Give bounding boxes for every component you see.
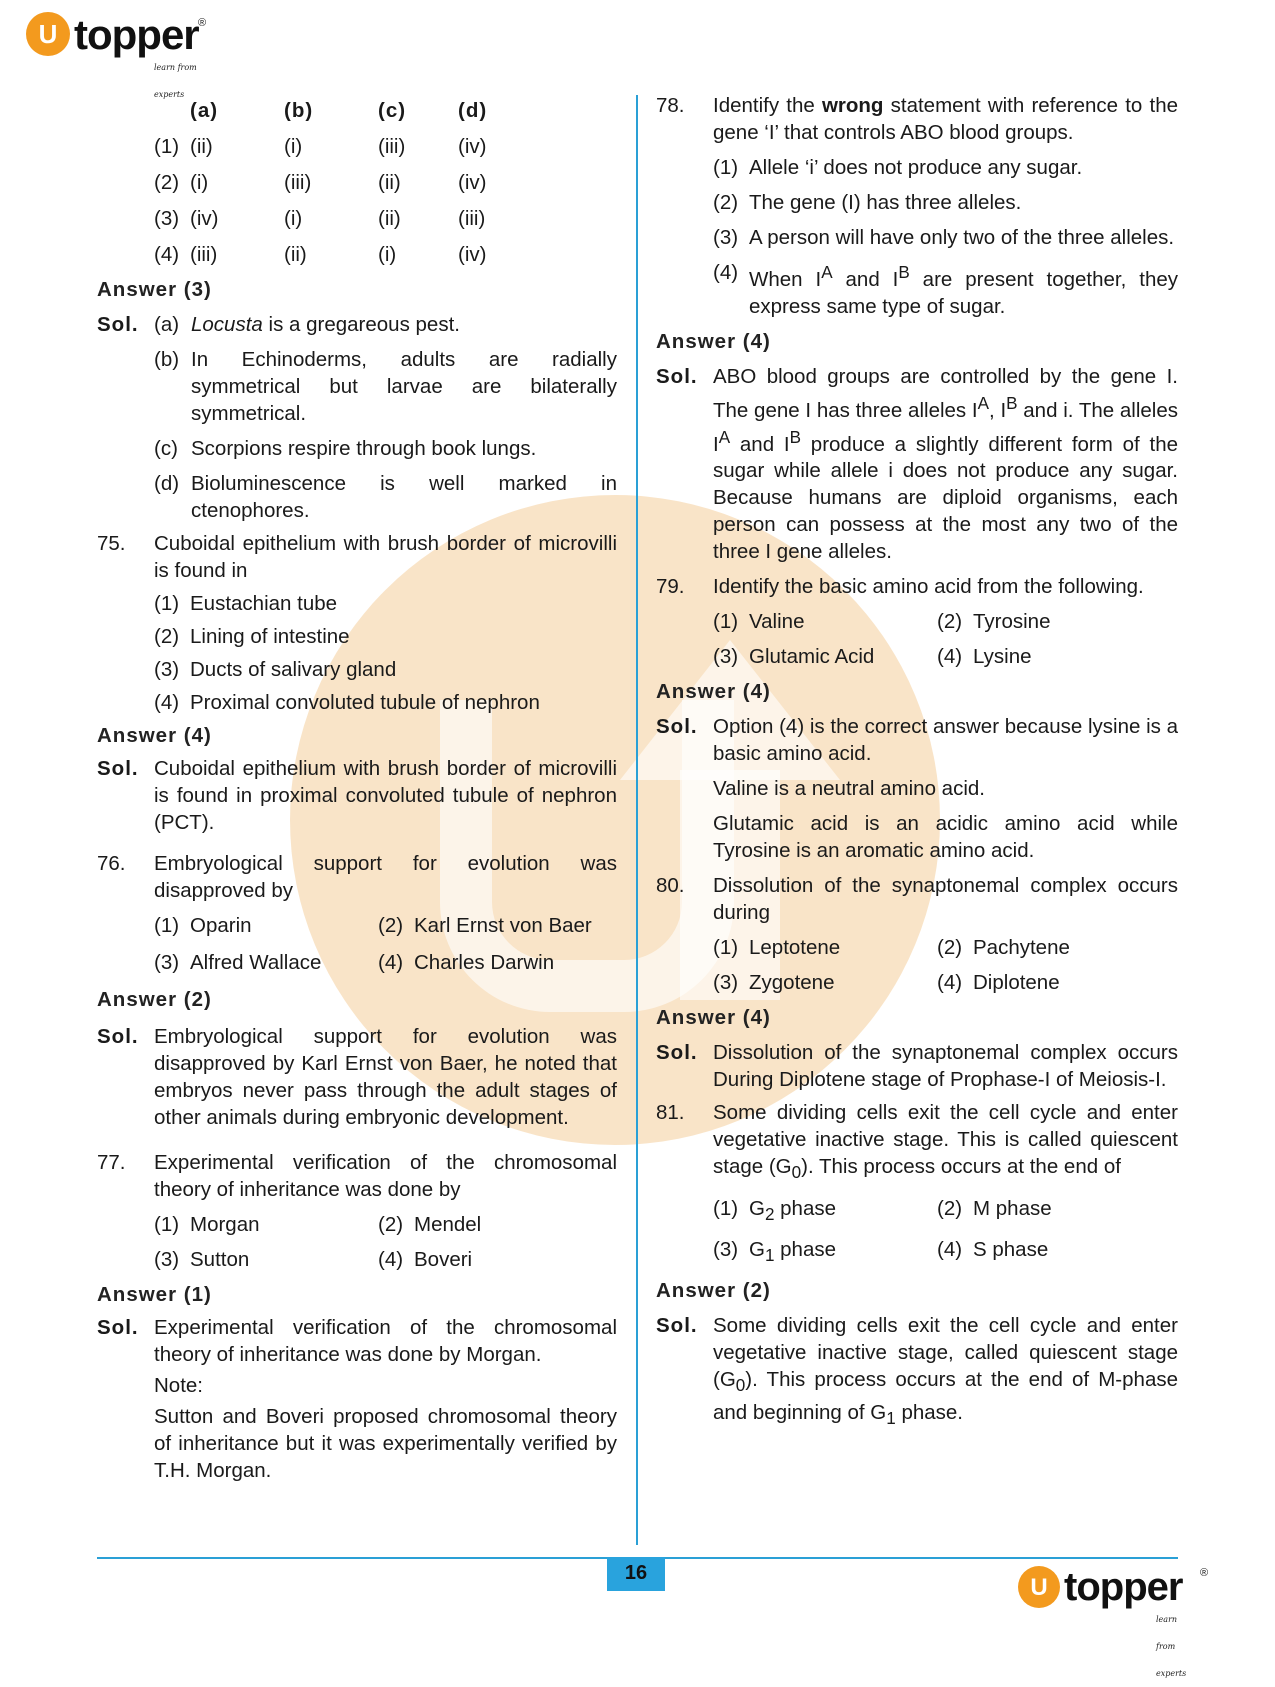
option-text: The gene (I) has three alleles. — [749, 191, 1022, 214]
option-label: (3) — [154, 658, 180, 681]
solution-text: Embryological support for evolution was disapproved by Karl Ernst von Baer, he noted that embryos never pass through the adult stages of other animals during embryonic development. — [154, 1025, 617, 1129]
sol-label: Sol. — [656, 715, 698, 739]
logo-tagline: learn from experts — [1156, 1615, 1187, 1678]
question-number: 79. — [656, 575, 685, 599]
option-label: (4) — [378, 1248, 404, 1271]
table-cell: (ii) — [378, 206, 401, 230]
match-table-header — [154, 92, 617, 128]
option-text: When $I^A$ and $I^B$ are present together, they express same type of sugar. — [749, 263, 1178, 318]
sol-label: Sol. — [656, 1313, 698, 1337]
sub-label: (b) — [154, 348, 180, 371]
table-cell: (iv) — [458, 242, 487, 266]
option-label: (3) — [154, 1248, 180, 1271]
solution-81 — [656, 1312, 1178, 1432]
solution-75 — [97, 755, 617, 836]
question-number: 77. — [97, 1151, 126, 1174]
logo-registered: ® — [198, 17, 207, 29]
table-cell: (iii) — [284, 170, 312, 194]
table-cell: (2) — [154, 170, 180, 194]
table-cell: (iii) — [458, 206, 486, 230]
table-header-cell: (d) — [458, 98, 488, 122]
table-cell: (iv) — [458, 170, 487, 194]
sol-label: Sol. — [97, 313, 139, 336]
table-cell: (i) — [378, 242, 397, 266]
options-row — [154, 1211, 617, 1238]
question-number: 78. — [656, 94, 685, 117]
table-cell: (iv) — [458, 134, 487, 158]
option-label: (1) — [713, 156, 739, 179]
option-text: Boveri — [414, 1248, 473, 1271]
option-label: (1) — [154, 914, 180, 937]
logo-u-icon: U — [1018, 1566, 1060, 1608]
question-number: 80. — [656, 874, 685, 898]
option-label: (4) — [154, 691, 180, 714]
option-label: (3) — [713, 226, 739, 249]
solution-79 — [656, 713, 1178, 864]
logo-registered: ® — [1200, 1567, 1209, 1579]
sol-label: Sol. — [97, 1025, 139, 1048]
sub-text: Scorpions respire through book lungs. — [191, 437, 537, 460]
option-text: Tyrosine — [973, 610, 1051, 634]
table-header-cell: (a) — [190, 98, 219, 122]
option-label: (2) — [713, 191, 739, 214]
answer-74: Answer (3) — [97, 278, 212, 301]
option-text: Proximal convoluted tubule of nephron — [190, 691, 540, 714]
option — [713, 224, 1178, 251]
sub-label: (d) — [154, 472, 180, 495]
question-text: Cuboidal epithelium with brush border of microvilli is found in — [154, 532, 617, 582]
option-label: (4) — [937, 971, 963, 995]
right-column — [656, 92, 1178, 1432]
table-header-cell: (c) — [378, 98, 407, 122]
emphasis: wrong — [821, 94, 884, 117]
option-text: $G_2$ phase — [749, 1196, 837, 1224]
option-text: Eustachian tube — [190, 592, 338, 615]
footer-logo — [1018, 1564, 1209, 1678]
option-text: Alfred Wallace — [190, 951, 322, 974]
note-text: Sutton and Boveri proposed chromosomal theory of inheritance but it was experimentally verified by T.H. Morgan. — [154, 1405, 617, 1482]
solution-77 — [97, 1314, 617, 1484]
table-cell: (ii) — [284, 242, 307, 266]
question-number: 76. — [97, 852, 126, 875]
option-text: Karl Ernst von Baer — [414, 914, 592, 937]
option-text: Ducts of salivary gland — [190, 658, 397, 681]
table-cell: (iii) — [378, 134, 406, 158]
question-79 — [656, 573, 1178, 600]
question-81 — [656, 1099, 1178, 1186]
sol-label: Sol. — [97, 1316, 139, 1339]
option — [713, 154, 1178, 181]
option-text: Valine — [749, 610, 805, 634]
solution-text: Dissolution of the synaptonemal complex occurs During Diplotene stage of Prophase-I of Meiosis-I. — [713, 1041, 1178, 1092]
option-label: (3) — [713, 1237, 739, 1261]
table-cell: (iv) — [190, 206, 219, 230]
solution-76 — [97, 1023, 617, 1131]
column-divider — [636, 95, 638, 1545]
option-label: (4) — [713, 261, 739, 284]
answer-78: Answer (4) — [656, 329, 771, 353]
options-row — [154, 912, 617, 939]
question-text: Some dividing cells exit the cell cycle and enter vegetative inactive stage. This is called quiescent stage $(G_0)$. This process occurs at the end of — [713, 1101, 1178, 1183]
question-number: 81. — [656, 1101, 685, 1125]
table-cell: (iii) — [190, 242, 218, 266]
header-logo — [26, 10, 207, 99]
table-row — [154, 128, 617, 164]
solution-74 — [97, 311, 617, 524]
sub-label: (a) — [154, 313, 180, 336]
table-cell: (ii) — [190, 134, 213, 158]
logo-u-icon: U — [26, 12, 70, 56]
option-text: Lining of intestine — [190, 625, 350, 648]
option-text: Diplotene — [973, 971, 1060, 995]
option-label: (2) — [378, 914, 404, 937]
options-row — [154, 1246, 617, 1273]
option — [713, 259, 1178, 320]
sub-text: Bioluminescence is well marked in ctenophores. — [191, 472, 617, 522]
option-text: Zygotene — [749, 971, 835, 995]
option-text: Glutamic Acid — [749, 645, 875, 669]
options-row — [713, 969, 1178, 996]
table-cell: (ii) — [378, 170, 401, 194]
solution-text: Experimental verification of the chromosomal theory of inheritance was done by Morgan. — [154, 1316, 617, 1366]
option — [154, 623, 617, 650]
option-label: (4) — [378, 951, 404, 974]
option-label: (2) — [937, 936, 963, 960]
sol-label: Sol. — [656, 1041, 698, 1065]
table-header-cell: (b) — [284, 98, 314, 122]
table-cell: (1) — [154, 134, 180, 158]
note-label: Note: — [154, 1374, 203, 1397]
answer-80: Answer (4) — [656, 1006, 771, 1030]
option-text: Leptotene — [749, 936, 841, 960]
option-text: S phase — [973, 1237, 1049, 1261]
question-75 — [97, 530, 617, 584]
match-table — [154, 92, 617, 272]
option-text: Morgan — [190, 1213, 260, 1236]
option-text: Pachytene — [973, 936, 1070, 960]
option-text: A person will have only two of the three alleles. — [749, 226, 1175, 249]
option — [713, 189, 1178, 216]
option-text: Mendel — [414, 1213, 482, 1236]
question-78 — [656, 92, 1178, 146]
option-label: (1) — [154, 1213, 180, 1236]
question-text: Experimental verification of the chromosomal theory of inheritance was done by — [154, 1151, 617, 1201]
option-text: M phase — [973, 1196, 1052, 1220]
sol-label: Sol. — [656, 364, 698, 388]
question-text: Identify the basic amino acid from the following. — [713, 575, 1144, 599]
option-label: (3) — [154, 951, 180, 974]
table-cell: (3) — [154, 206, 180, 230]
question-text: Identify the wrong statement with reference to the gene ‘I’ that controls ABO blood groups. — [713, 94, 1179, 144]
option-text: Allele ‘i’ does not produce any sugar. — [749, 156, 1083, 179]
question-77 — [97, 1149, 617, 1203]
sub-text: In Echinoderms, adults are radially symmetrical but larvae are bilaterally symmetrical. — [191, 348, 617, 425]
logo-tagline: learn from experts — [154, 63, 197, 99]
option-label: (2) — [378, 1213, 404, 1236]
table-cell: (i) — [284, 206, 303, 230]
answer-75: Answer (4) — [97, 724, 212, 747]
answer-81: Answer (2) — [656, 1278, 771, 1302]
table-row — [154, 200, 617, 236]
sub-text: is a gregareous pest. — [262, 313, 460, 336]
option-label: (4) — [937, 1237, 963, 1261]
option-text: Lysine — [973, 645, 1032, 669]
option-label: (1) — [713, 610, 739, 634]
question-number: 75. — [97, 532, 126, 555]
options-row — [713, 934, 1178, 961]
option-label: (2) — [154, 625, 180, 648]
table-cell: (i) — [284, 134, 303, 158]
answer-79: Answer (4) — [656, 680, 771, 704]
solution-text: ABO blood groups are controlled by the gene I. The gene I has three alleles $I^A$, $I^B$ and i. The alleles $I^A$ and $I^B$ produce a slightly different form of the sugar while allele i does not produce any sugar. Because humans are diploid organisms, each person can possess at the most any two of the three I gene alleles. — [713, 364, 1179, 564]
option-text: Sutton — [190, 1248, 250, 1271]
solution-78 — [656, 363, 1178, 566]
option-text: $G_1$ phase — [749, 1237, 837, 1265]
answer-76: Answer (2) — [97, 988, 212, 1011]
answer-77: Answer (1) — [97, 1283, 212, 1306]
page-number: 16 — [607, 1557, 665, 1591]
question-80 — [656, 872, 1178, 926]
table-row — [154, 236, 617, 272]
options-row — [154, 949, 617, 976]
options-row — [713, 1195, 1178, 1228]
option-label: (3) — [713, 645, 739, 669]
question-text: Dissolution of the synaptonemal complex occurs during — [713, 874, 1178, 925]
option-label: (1) — [713, 1196, 739, 1220]
italic-term: Locusta — [191, 313, 263, 336]
logo-wordmark: topper — [74, 10, 199, 58]
option-label: (3) — [713, 971, 739, 995]
option — [154, 656, 617, 683]
solution-text: Option (4) is the correct answer because lysine is a basic amino acid. — [713, 715, 1178, 766]
logo-wordmark: topper — [1064, 1564, 1183, 1609]
sol-label: Sol. — [97, 757, 139, 780]
table-cell: (i) — [190, 170, 209, 194]
solution-text: Some dividing cells exit the cell cycle and enter vegetative inactive stage, called quiescent stage $(G_0)$. This process occurs at the end of M-phase and beginning of $G_1$ phase. — [713, 1313, 1178, 1428]
solution-text: Glutamic acid is an acidic amino acid while Tyrosine is an aromatic amino acid. — [713, 812, 1178, 863]
solution-text: Cuboidal epithelium with brush border of microvilli is found in proximal convoluted tubule of nephron (PCT). — [154, 757, 617, 834]
option — [154, 689, 617, 716]
options-row — [713, 1236, 1178, 1269]
options-row — [713, 608, 1178, 635]
option-label: (2) — [937, 1196, 963, 1220]
solution-text: Valine is a neutral amino acid. — [713, 777, 985, 801]
option-label: (1) — [154, 592, 180, 615]
option — [154, 590, 617, 617]
left-column — [97, 92, 617, 1484]
option-label: (4) — [937, 645, 963, 669]
table-row — [154, 164, 617, 200]
sub-label: (c) — [154, 437, 178, 460]
option-label: (1) — [713, 936, 739, 960]
question-76 — [97, 850, 617, 904]
options-row — [713, 643, 1178, 670]
solution-80 — [656, 1039, 1178, 1093]
option-text: Oparin — [190, 914, 252, 937]
option-text: Charles Darwin — [414, 951, 555, 974]
option-label: (2) — [937, 610, 963, 634]
table-cell: (4) — [154, 242, 180, 266]
question-text: Embryological support for evolution was disapproved by — [154, 852, 617, 902]
